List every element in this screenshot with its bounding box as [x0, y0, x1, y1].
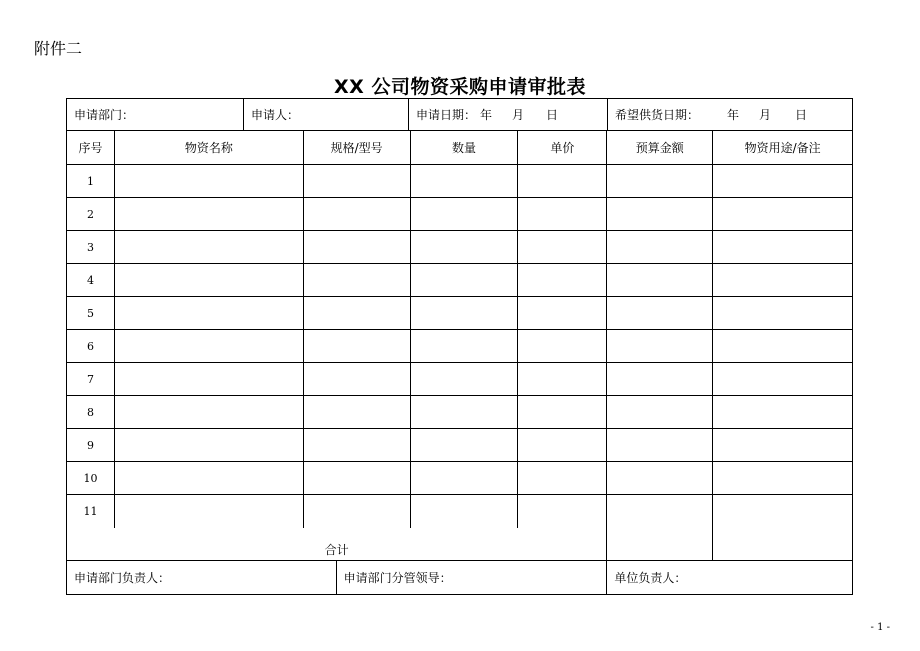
info-row [67, 99, 852, 131]
table-row [67, 198, 852, 231]
cell-spec[interactable] [304, 264, 411, 296]
supply-date-month: 月 [759, 108, 772, 122]
signature-row [67, 561, 852, 594]
supply-date-year: 年 [727, 108, 740, 122]
cell-seq: 2 [67, 198, 115, 230]
table-row [67, 495, 852, 528]
col-header-remarks: 物资用途/备注 [744, 141, 821, 155]
cell-remarks[interactable] [713, 165, 852, 197]
cell-seq: 6 [67, 330, 115, 362]
col-header-seq: 序号 [67, 131, 115, 164]
supply-date-day: 日 [795, 108, 808, 122]
form-title: XX 公司物资采购申请审批表 [334, 76, 586, 98]
dept-head-sign[interactable] [67, 561, 337, 594]
dept-leader-label: 申请部门分管领导： [343, 571, 452, 585]
cell-budget[interactable] [607, 165, 713, 197]
unit-head-label: 单位负责人： [614, 571, 687, 585]
cell-name[interactable] [115, 297, 304, 329]
cell-name[interactable] [115, 495, 304, 528]
cell-spec[interactable] [304, 231, 411, 263]
cell-budget[interactable] [607, 198, 713, 230]
application-date-day: 日 [546, 108, 559, 122]
cell-qty[interactable] [411, 297, 519, 329]
col-header-spec: 规格/型号 [304, 131, 411, 164]
table-row [67, 165, 852, 198]
cell-price[interactable] [518, 264, 607, 296]
column-header-row [67, 131, 852, 165]
cell-name[interactable] [115, 165, 304, 197]
cell-budget[interactable] [607, 429, 713, 461]
total-row [67, 528, 852, 561]
applicant-field[interactable] [244, 99, 409, 130]
cell-seq: 5 [67, 297, 115, 329]
cell-spec[interactable] [304, 198, 411, 230]
application-date-field[interactable] [409, 99, 608, 130]
table-row [67, 297, 852, 330]
cell-name[interactable] [115, 198, 304, 230]
cell-price[interactable] [518, 363, 607, 395]
col-header-price: 单价 [518, 131, 607, 164]
cell-remarks[interactable] [713, 396, 852, 428]
dept-head-label: 申请部门负责人： [74, 571, 171, 585]
cell-qty[interactable] [411, 495, 519, 528]
cell-budget[interactable] [607, 297, 713, 329]
cell-spec[interactable] [304, 462, 411, 494]
cell-name[interactable] [115, 396, 304, 428]
supply-date-label: 希望供货日期： [615, 108, 700, 122]
total-remarks-cell[interactable] [713, 528, 852, 560]
cell-budget[interactable] [607, 462, 713, 494]
cell-remarks[interactable] [713, 198, 852, 230]
cell-seq: 9 [67, 429, 115, 461]
cell-budget[interactable] [607, 264, 713, 296]
department-label: 申请部门： [74, 108, 135, 122]
total-label: 合计 [67, 528, 607, 560]
department-field[interactable] [67, 99, 244, 130]
cell-name[interactable] [115, 363, 304, 395]
cell-name[interactable] [115, 330, 304, 362]
cell-name[interactable] [115, 462, 304, 494]
table-row [67, 396, 852, 429]
cell-seq: 3 [67, 231, 115, 263]
applicant-label: 申请人： [251, 108, 300, 122]
cell-spec[interactable] [304, 165, 411, 197]
dept-leader-sign[interactable] [337, 561, 608, 594]
cell-seq: 8 [67, 396, 115, 428]
purchase-request-form [66, 98, 853, 595]
cell-price[interactable] [518, 462, 607, 494]
cell-qty[interactable] [411, 198, 519, 230]
table-row [67, 429, 852, 462]
cell-remarks[interactable] [713, 330, 852, 362]
application-date-month: 月 [512, 108, 525, 122]
table-row [67, 231, 852, 264]
cell-seq: 1 [67, 165, 115, 197]
cell-remarks[interactable] [713, 495, 852, 528]
cell-qty[interactable] [411, 429, 519, 461]
cell-name[interactable] [115, 231, 304, 263]
unit-head-sign[interactable] [607, 561, 852, 594]
col-header-budget: 预算金额 [607, 131, 713, 164]
attachment-label: 附件二 [34, 39, 83, 58]
table-row [67, 264, 852, 297]
cell-spec[interactable] [304, 297, 411, 329]
cell-remarks[interactable] [713, 462, 852, 494]
cell-seq: 10 [67, 462, 115, 494]
application-date-label: 申请日期： [416, 108, 477, 122]
table-row [67, 363, 852, 396]
cell-remarks[interactable] [713, 363, 852, 395]
cell-budget[interactable] [607, 363, 713, 395]
cell-price[interactable] [518, 165, 607, 197]
page-number: - 1 - [870, 622, 890, 633]
total-budget-cell[interactable] [607, 528, 713, 560]
cell-budget[interactable] [607, 396, 713, 428]
cell-spec[interactable] [304, 495, 411, 528]
cell-price[interactable] [518, 495, 607, 528]
cell-price[interactable] [518, 330, 607, 362]
cell-seq: 7 [67, 363, 115, 395]
cell-seq: 11 [67, 495, 115, 528]
cell-remarks[interactable] [713, 429, 852, 461]
cell-spec[interactable] [304, 363, 411, 395]
cell-remarks[interactable] [713, 231, 852, 263]
cell-budget[interactable] [607, 231, 713, 263]
supply-date-field[interactable] [608, 99, 852, 130]
col-header-qty: 数量 [411, 131, 519, 164]
application-date-year: 年 [480, 108, 493, 122]
cell-remarks[interactable] [713, 264, 852, 296]
cell-name[interactable] [115, 429, 304, 461]
cell-price[interactable] [518, 429, 607, 461]
col-header-name: 物资名称 [115, 131, 304, 164]
cell-spec[interactable] [304, 330, 411, 362]
cell-budget[interactable] [607, 330, 713, 362]
cell-price[interactable] [518, 396, 607, 428]
cell-spec[interactable] [304, 396, 411, 428]
cell-qty[interactable] [411, 264, 519, 296]
cell-budget[interactable] [607, 495, 713, 528]
table-row [67, 330, 852, 363]
cell-price[interactable] [518, 297, 607, 329]
table-row [67, 462, 852, 495]
cell-qty[interactable] [411, 165, 519, 197]
cell-name[interactable] [115, 264, 304, 296]
cell-price[interactable] [518, 198, 607, 230]
cell-price[interactable] [518, 231, 607, 263]
cell-seq: 4 [67, 264, 115, 296]
cell-remarks[interactable] [713, 297, 852, 329]
cell-qty[interactable] [411, 396, 519, 428]
cell-qty[interactable] [411, 231, 519, 263]
cell-qty[interactable] [411, 363, 519, 395]
cell-spec[interactable] [304, 429, 411, 461]
cell-qty[interactable] [411, 462, 519, 494]
cell-qty[interactable] [411, 330, 519, 362]
